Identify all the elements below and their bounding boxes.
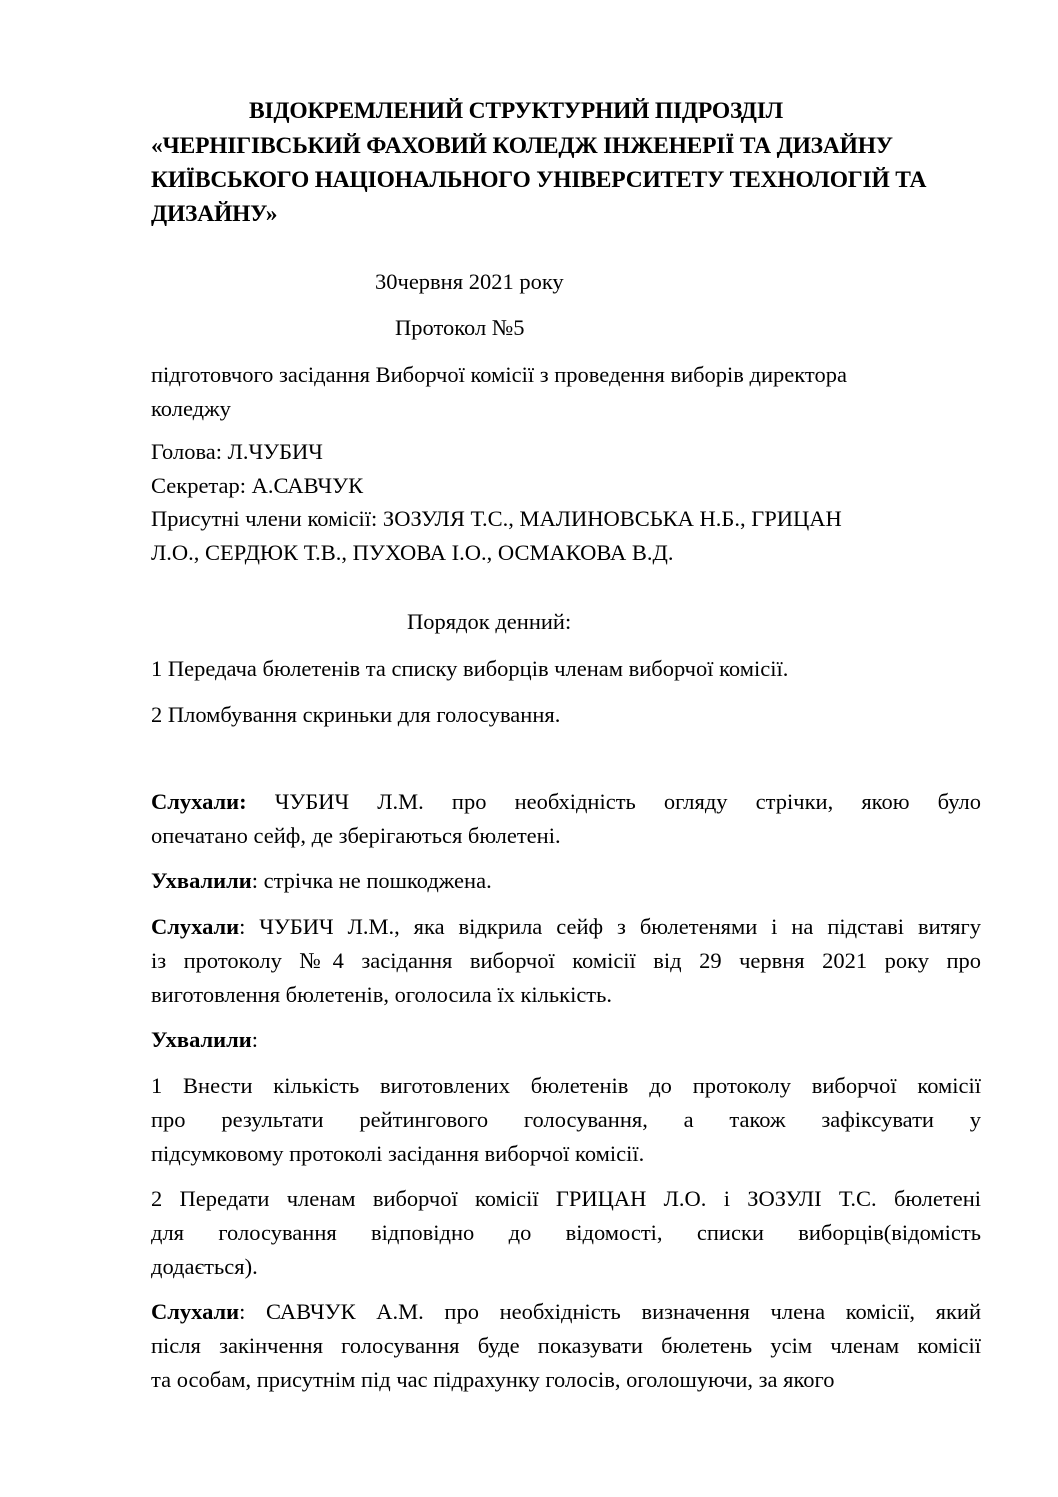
header-line-1: ВІДОКРЕМЛЕНИЙ СТРУКТУРНИЙ ПІДРОЗДІЛ (249, 98, 783, 124)
present-members-line-1: Присутні члени комісії: ЗОЗУЛЯ Т.С., МАЛИНОВСЬКА Н.Б., ГРИЦАН (151, 506, 842, 531)
header-line-3: КИЇВСЬКОГО НАЦІОНАЛЬНОГО УНІВЕРСИТЕТУ ТЕХНОЛОГІЙ ТА (151, 167, 927, 193)
protocol-title: Протокол №5 (395, 315, 525, 340)
resolved-2 (151, 1026, 258, 1054)
resolved-2-item-1-line-2: про результати рейтингового голосування, а також зафіксувати у (151, 1107, 981, 1132)
heard-2-text: : ЧУБИЧ Л.М., яка відкрила сейф з бюлетенями і на підставі витягу (239, 914, 981, 939)
heard-3-label: Слухали (151, 1299, 240, 1324)
resolved-1 (151, 867, 492, 895)
agenda-title: Порядок денний: (407, 609, 572, 634)
resolved-2-colon: : (251, 1027, 258, 1052)
resolved-2-item-2-line-3: додається). (151, 1254, 258, 1279)
header-line-4: ДИЗАЙНУ» (151, 201, 278, 227)
present-members-line-2: Л.О., СЕРДЮК Т.В., ПУХОВА І.О., ОСМАКОВА В.Д. (151, 540, 674, 565)
heard-1-line-2: опечатано сейф, де зберігаються бюлетені. (151, 823, 561, 848)
agenda-item-2: 2 Пломбування скриньки для голосування. (151, 702, 561, 727)
heard-3-line-2: після закінчення голосування буде показувати бюлетень усім членам комісії (151, 1333, 981, 1358)
heard-2-line-1 (151, 913, 981, 941)
resolved-2-item-2-line-1: 2 Передати членам виборчої комісії ГРИЦАН Л.О. і ЗОЗУЛІ Т.С. бюлетені (151, 1186, 981, 1211)
resolved-2-item-1-line-3: підсумковому протоколі засідання виборчої комісії. (151, 1141, 645, 1166)
header-line-2: «ЧЕРНІГІВСЬКИЙ ФАХОВИЙ КОЛЕДЖ ІНЖЕНЕРІЇ ТА ДИЗАЙНУ (151, 133, 893, 159)
heard-2-line-3: виготовлення бюлетенів, оголосила їх кількість. (151, 982, 613, 1007)
subtitle-line-1: підготовчого засідання Виборчої комісії з проведення виборів директора (151, 362, 847, 387)
chair: Голова: Л.ЧУБИЧ (151, 439, 323, 464)
heard-1-text: ЧУБИЧ Л.М. про необхідність огляду стрічки, якою було (274, 789, 982, 814)
resolved-2-label: Ухвалили (151, 1027, 252, 1052)
heard-3-line-1 (151, 1298, 981, 1326)
document-date: 30червня 2021 року (375, 269, 564, 294)
resolved-2-item-1-line-1: 1 Внести кількість виготовлених бюлетенів до протоколу виборчої комісії (151, 1073, 981, 1098)
subtitle-line-2: коледжу (151, 396, 231, 421)
resolved-2-item-2-line-2: для голосування відповідно до відомості, списки виборців(відомість (151, 1220, 981, 1245)
heard-1-line-1 (151, 788, 981, 816)
secretary: Секретар: А.САВЧУК (151, 473, 364, 498)
resolved-1-text: : стрічка не пошкоджена. (251, 868, 492, 893)
heard-2-label: Слухали (151, 914, 240, 939)
agenda-item-1: 1 Передача бюлетенів та списку виборців членам виборчої комісії. (151, 656, 789, 681)
heard-3-line-3: та особам, присутнім під час підрахунку голосів, оголошуючи, за якого (151, 1367, 835, 1392)
heard-2-line-2: із протоколу №4 засідання виборчої комісії від 29 червня 2021 року про (151, 948, 981, 973)
heard-3-text: : САВЧУК А.М. про необхідність визначення члена комісії, який (239, 1299, 981, 1324)
resolved-1-label: Ухвалили (151, 868, 252, 893)
heard-1-label: Слухали: (151, 789, 247, 814)
